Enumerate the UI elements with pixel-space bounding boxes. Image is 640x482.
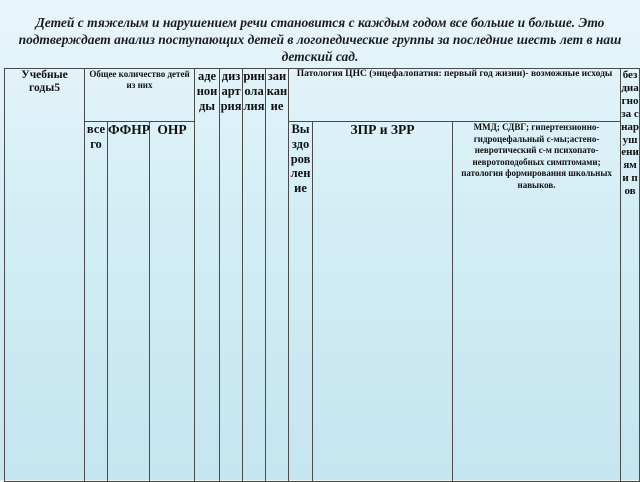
header-rhinolalia: ринолалия [243,69,266,482]
header-adenoids: аденоиды [195,69,220,482]
slide-title: Детей с тяжелым и нарушением речи становится с каждым годом все больше и больше. Это подтверждает анализ поступающих детей в логопедические группы за последние шесть лет в наш детский сад. [18,15,622,64]
subheader-zpr-zrr: ЗПР и ЗРР [313,122,453,482]
subheader-mmd-outcomes: ММД; СДВГ; гипертензионно-гидроцефальный с-мы;астено-невротический с-м психопато-невротоподобных симптомами; патология формирования школьных навыков. [453,122,621,482]
header-dysarthria: дизартрия [220,69,243,482]
subheader-recovery: Выздоровление [289,122,313,482]
header-cns-pathology: Патология ЦНС (энцефалопатия: первый год жизни)- возможные исходы [289,69,621,122]
header-stuttering: заикание [266,69,289,482]
subheader-ffnr: ФФНР [108,122,150,482]
header-years: Учебные годы5 [5,69,85,482]
subheader-onr: ОНР [150,122,195,482]
header-no-diagnosis: без диагноза с нарушениями пов [621,69,640,482]
subheader-all: всего [85,122,108,482]
speech-disorders-table [4,68,640,482]
header-total-children: Общее количество детей из них [85,69,195,122]
